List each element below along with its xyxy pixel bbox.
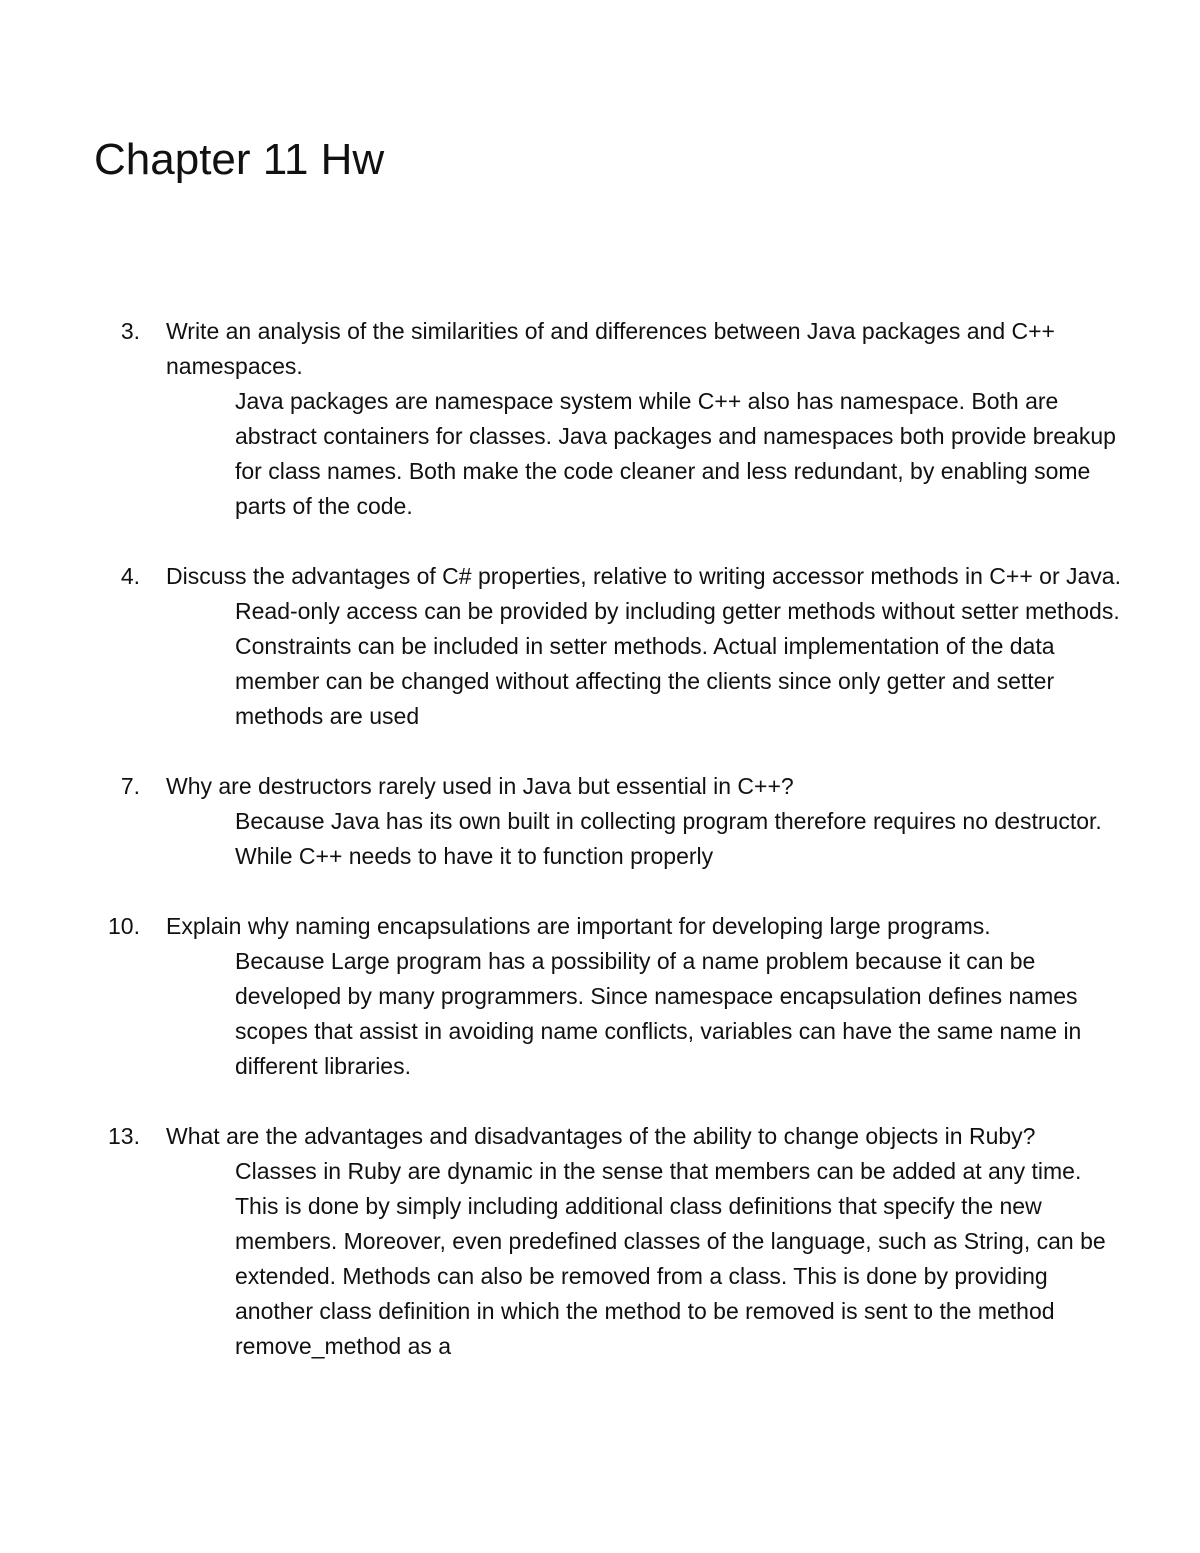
question-text: What are the advantages and disadvantages of the ability to change objects in Ruby? [166,1123,1036,1149]
question-number: 13. [108,1123,140,1149]
answer-text: Classes in Ruby are dynamic in the sense that members can be added at any time. This is done by simply including additional class definitions that specify the new members. Moreover, even predefined classes of the language, such as String, can be extended. Methods can also be removed from a class. This is done by providing another class definition in which the method to be removed is sent to the method remove_method as a [235,1158,1106,1359]
question-text: Why are destructors rarely used in Java but essential in C++? [166,773,794,799]
question-item [0,314,1200,524]
question-item [0,909,1200,1084]
question-number: 10. [108,913,140,939]
answer-text: Because Large program has a possibility of a name problem because it can be developed by many programmers. Since namespace encapsulation defines names scopes that assist in avoiding name conflicts, variables can have the same name in different libraries. [235,948,1082,1079]
question-item [0,559,1200,734]
question-item [0,769,1200,874]
question-item [0,1119,1200,1364]
question-list [0,314,1200,1399]
answer-text: Java packages are namespace system while C++ also has namespace. Both are abstract containers for classes. Java packages and namespaces both provide breakup for class names. Both make the code cleaner and less redundant, by enabling some parts of the code. [235,388,1116,519]
question-number: 3. [120,318,140,344]
answer-text: Because Java has its own built in collecting program therefore requires no destructor. While C++ needs to have it to function properly [235,808,1102,869]
document-title: Chapter 11 Hw [94,135,385,184]
question-text: Explain why naming encapsulations are important for developing large programs. [166,913,991,939]
question-number: 4. [120,563,140,589]
question-number: 7. [120,773,140,799]
answer-text: Read-only access can be provided by including getter methods without setter methods. Constraints can be included in setter methods. Actual implementation of the data member can be changed without affecting the clients since only getter and setter methods are used [235,598,1120,729]
question-text: Write an analysis of the similarities of and differences between Java packages and C++ namespaces. [166,318,1055,379]
question-text: Discuss the advantages of C# properties, relative to writing accessor methods in C++ or Java. [166,563,1121,589]
